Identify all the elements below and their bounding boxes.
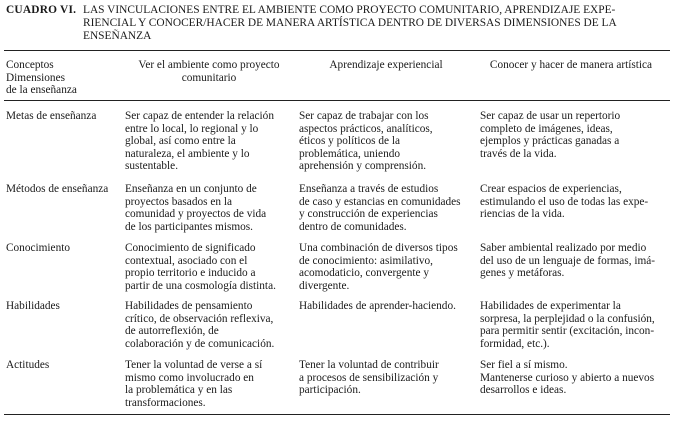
header-rule [4,100,670,101]
row-cell: Ser capaz de usar un repertorio completo de imágenes, ideas, ejemplos y prácticas ganadas a través de la vida. [480,110,621,160]
row-cell: Habilidades de pensamiento crítico, de observación reflexiva, de autorreflexión, de colaboración y de comunicación. [125,300,275,350]
row-dimension: Metas de enseñanza [6,110,97,122]
header-ambiente: Ver el ambiente como proyecto comunitario [138,59,280,84]
row-dimension: Actitudes [6,359,50,371]
row-cell: Ser fiel a sí mismo. Mantenerse curioso y abierto a nuevos desarrollos e ideas. [480,359,655,397]
row-cell: Enseñanza en un conjunto de proyectos basados en la comunidad y proyectos de vida de los participantes mismos. [125,183,267,233]
row-cell: Enseñanza a través de estudios de caso y estancias en comunidades y construcción de experiencias dentro de comunidades. [299,183,461,233]
caption-title: LAS VINCULACIONES ENTRE EL AMBIENTE COMO PROYECTO COMUNITARIO, APRENDIZAJE EXPE- RIENCIAL Y CONOCER/HACER DE MANERA ARTÍSTICA DENTRO DE DIVERSAS DIMENSIONES DE LA ENSEÑANZA [83,4,617,42]
row-cell: Saber ambiental realizado por medio del uso de un lenguaje de formas, imá- genes y metáforas. [480,242,656,280]
bottom-rule [4,414,670,415]
row-cell: Conocimiento de significado contextual, asociado con el propio territorio e inducido a partir de una cosmología distinta. [125,242,276,292]
row-cell: Habilidades de experimentar la sorpresa, la perplejidad o la confusión, para permitir sentir (excitación, incon- formidad, etc.). [480,300,655,350]
row-cell: Una combinación de diversos tipos de conocimiento: asimilativo, acomodaticio, convergente y divergente. [299,242,458,292]
row-cell: Ser capaz de trabajar con los aspectos prácticos, analíticos, éticos y políticos de la problemática, uniendo aprehensión y comprensión. [299,110,433,173]
row-dimension: Habilidades [6,300,60,312]
row-cell: Tener la voluntad de verse a sí mismo como involucrado en la problemática y en las transformaciones. [125,359,263,409]
row-cell: Habilidades de aprender-haciendo. [299,300,456,312]
row-cell: Crear espacios de experiencias, estimulando el uso de todas las expe- riencias de la vida. [480,183,649,221]
header-artistica: Conocer y hacer de manera artística [489,59,653,71]
row-dimension: Métodos de enseñanza [6,183,109,195]
top-rule [4,50,670,51]
row-dimension: Conocimiento [6,242,71,254]
header-aprendizaje: Aprendizaje experiencial [329,59,443,71]
caption-label: CUADRO VI. [6,4,77,16]
row-cell: Ser capaz de entender la relación entre lo local, lo regional y lo global, así como entre la naturaleza, el ambiente y lo sustentable. [125,110,274,173]
row-cell: Tener la voluntad de contribuir a procesos de sensibilización y participación. [299,359,439,397]
header-dimensions: Conceptos Dimensiones de la enseñanza [6,59,77,97]
